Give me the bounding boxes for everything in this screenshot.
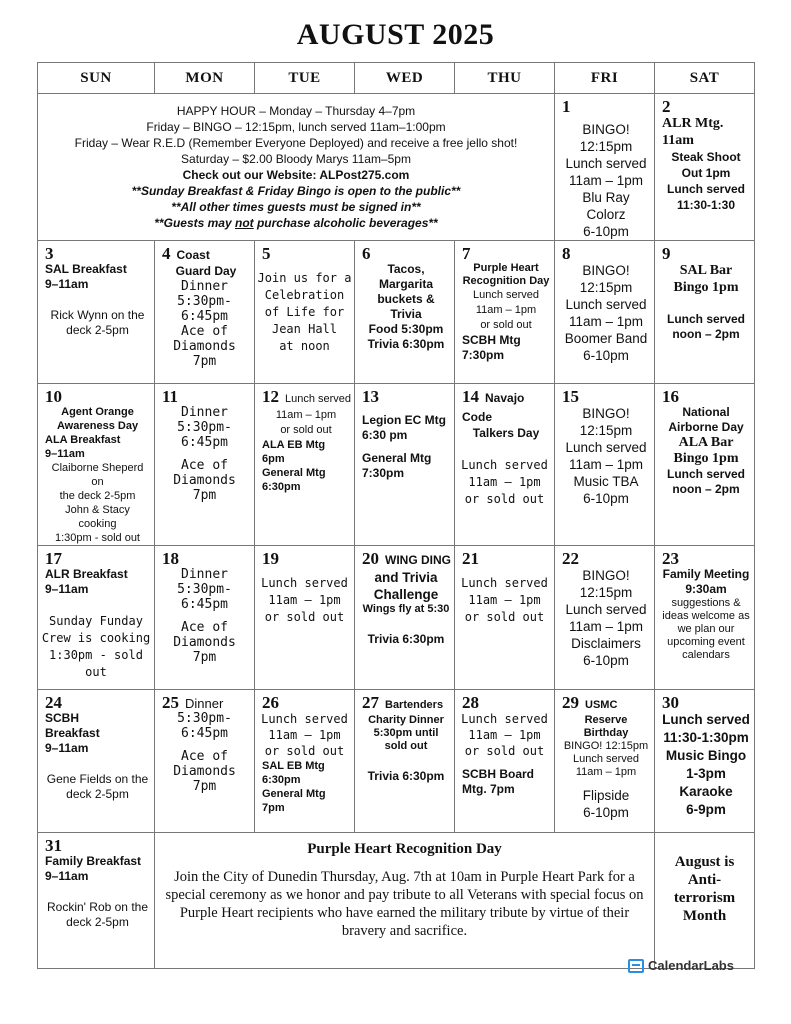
day-cell-12: 12 Lunch served 11am – 1pm or sold out ALA EB Mtg 6pm General Mtg 6:30pm: [255, 384, 355, 546]
week-row: [38, 546, 755, 690]
note-title: Purple Heart Recognition Day: [307, 841, 502, 857]
day-cell-27: 27 Bartenders Charity Dinner 5:30pm until sold out Trivia 6:30pm: [355, 690, 455, 833]
week-row: [38, 241, 755, 384]
day-cell-10: 10 Agent Orange Awareness Day ALA Breakfast 9–11am Claiborne Sheperd on the deck 2-5pm John & Stacy cooking 1:30pm - sold out: [38, 384, 155, 546]
day-cell-7: 7 Purple Heart Recognition Day Lunch served 11am – 1pm or sold out SCBH Mtg 7:30pm: [455, 241, 555, 384]
day-cell-24: 24 SCBH Breakfast 9–11am Gene Fields on the deck 2-5pm: [38, 690, 155, 833]
note-body: Join the City of Dunedin Thursday, Aug. 7th at 10am in Purple Heart Park for a special ceremony as we honor and pay tribute to all Veterans with special focus on Purple Heart recipients who have earned the military tribute by virtue of their bravery and sacrifice.: [165, 869, 644, 939]
brand-text: CalendarLabs: [648, 958, 734, 973]
day-cell-22: 22 BINGO! 12:15pm Lunch served 11am – 1pm Disclaimers 6-10pm: [555, 546, 655, 690]
intro-line: Friday – Wear R.E.D (Remember Everyone Deployed) and receive a free jello shot!: [74, 136, 518, 150]
calendar-grid: [37, 62, 755, 969]
weekday-sun: SUN: [38, 63, 155, 94]
weekday-fri: FRI: [555, 63, 655, 94]
day-cell-20: 20 WING DING and Trivia Challenge Wings fly at 5:30 Trivia 6:30pm: [355, 546, 455, 690]
day-cell-11: 11 Dinner 5:30pm- 6:45pm Ace of Diamonds 7pm: [155, 384, 255, 546]
day-cell-2: 2 ALR Mtg. 11am Steak Shoot Out 1pm Lunch served 11:30-1:30: [655, 94, 755, 241]
day-cell-30: 30 Lunch served 11:30-1:30pm Music Bingo 1-3pm Karaoke 6-9pm: [655, 690, 755, 833]
purple-heart-note: [155, 833, 655, 969]
page-title: AUGUST 2025: [296, 18, 495, 51]
day-cell-26: 26 Lunch served 11am – 1pm or sold out SAL EB Mtg 6:30pm General Mtg 7pm: [255, 690, 355, 833]
intro-line: **All other times guests must be signed in**: [171, 200, 421, 214]
intro-line: Friday – BINGO – 12:15pm, lunch served 11am–1:00pm: [146, 120, 446, 134]
day-cell-25: 25 Dinner 5:30pm- 6:45pm Ace of Diamonds 7pm: [155, 690, 255, 833]
day-cell-18: 18 Dinner 5:30pm- 6:45pm Ace of Diamonds 7pm: [155, 546, 255, 690]
day-cell-23: 23 Family Meeting 9:30am suggestions & ideas welcome as we plan our upcoming event calendars: [655, 546, 755, 690]
week-row: [38, 384, 755, 546]
week-row: [38, 94, 755, 241]
weekday-thu: THU: [455, 63, 555, 94]
weekday-sat: SAT: [655, 63, 755, 94]
week-row: [38, 690, 755, 833]
day-cell-29: 29 USMC Reserve Birthday BINGO! 12:15pm Lunch served 11am – 1pm Flipside 6-10pm: [555, 690, 655, 833]
day-cell-4: 4 Coast Guard Day Dinner 5:30pm- 6:45pm Ace of Diamonds 7pm: [155, 241, 255, 384]
day-cell-14: 14 Navajo Code Talkers Day Lunch served 11am – 1pm or sold out: [455, 384, 555, 546]
day-cell-17: 17 ALR Breakfast 9–11am Sunday Funday Crew is cooking 1:30pm - sold out: [38, 546, 155, 690]
day-cell-16: 16 National Airborne Day ALA Bar Bingo 1pm Lunch served noon – 2pm: [655, 384, 755, 546]
day-cell-19: 19 Lunch served 11am – 1pm or sold out: [255, 546, 355, 690]
day-number: 2: [662, 97, 671, 116]
website-line: Check out our Website: ALPost275.com: [182, 168, 410, 182]
day-cell-31: 31 Family Breakfast 9–11am Rockin' Rob on the deck 2-5pm: [38, 833, 155, 969]
day-cell-21: 21 Lunch served 11am – 1pm or sold out: [455, 546, 555, 690]
intro-line: **Sunday Breakfast & Friday Bingo is open to the public**: [131, 184, 461, 198]
day-cell-6: 6 Tacos, Margarita buckets & Trivia Food 5:30pm Trivia 6:30pm: [355, 241, 455, 384]
day-cell-13: 13 Legion EC Mtg 6:30 pm General Mtg 7:30pm: [355, 384, 455, 546]
week-row: [38, 833, 755, 969]
day-cell-1: 1 BINGO! 12:15pm Lunch served 11am – 1pm Blu Ray Colorz 6-10pm: [555, 94, 655, 241]
day-number: 1: [562, 97, 571, 116]
weekday-tue: TUE: [255, 63, 355, 94]
calendarlabs-brand: [628, 958, 734, 973]
intro-line: HAPPY HOUR – Monday – Thursday 4–7pm: [176, 104, 416, 118]
day-cell-3: 3 SAL Breakfast 9–11am Rick Wynn on the deck 2-5pm: [38, 241, 155, 384]
intro-line: **Guests may not purchase alcoholic beverages**: [154, 216, 438, 230]
day-cell-15: 15 BINGO! 12:15pm Lunch served 11am – 1pm Music TBA 6-10pm: [555, 384, 655, 546]
day-cell-8: 8 BINGO! 12:15pm Lunch served 11am – 1pm Boomer Band 6-10pm: [555, 241, 655, 384]
weekday-mon: MON: [155, 63, 255, 94]
weekday-header-row: [38, 63, 755, 94]
intro-notice: [38, 94, 555, 241]
calendar-icon: [628, 959, 644, 973]
day-cell-9: 9 SAL Bar Bingo 1pm Lunch served noon – 2pm: [655, 241, 755, 384]
month-awareness-note: August is Anti- terrorism Month: [655, 833, 755, 969]
day-cell-5: 5 Join us for a Celebration of Life for Jean Hall at noon: [255, 241, 355, 384]
weekday-wed: WED: [355, 63, 455, 94]
day-cell-28: 28 Lunch served 11am – 1pm or sold out SCBH Board Mtg. 7pm: [455, 690, 555, 833]
intro-line: Saturday – $2.00 Bloody Marys 11am–5pm: [181, 152, 411, 166]
